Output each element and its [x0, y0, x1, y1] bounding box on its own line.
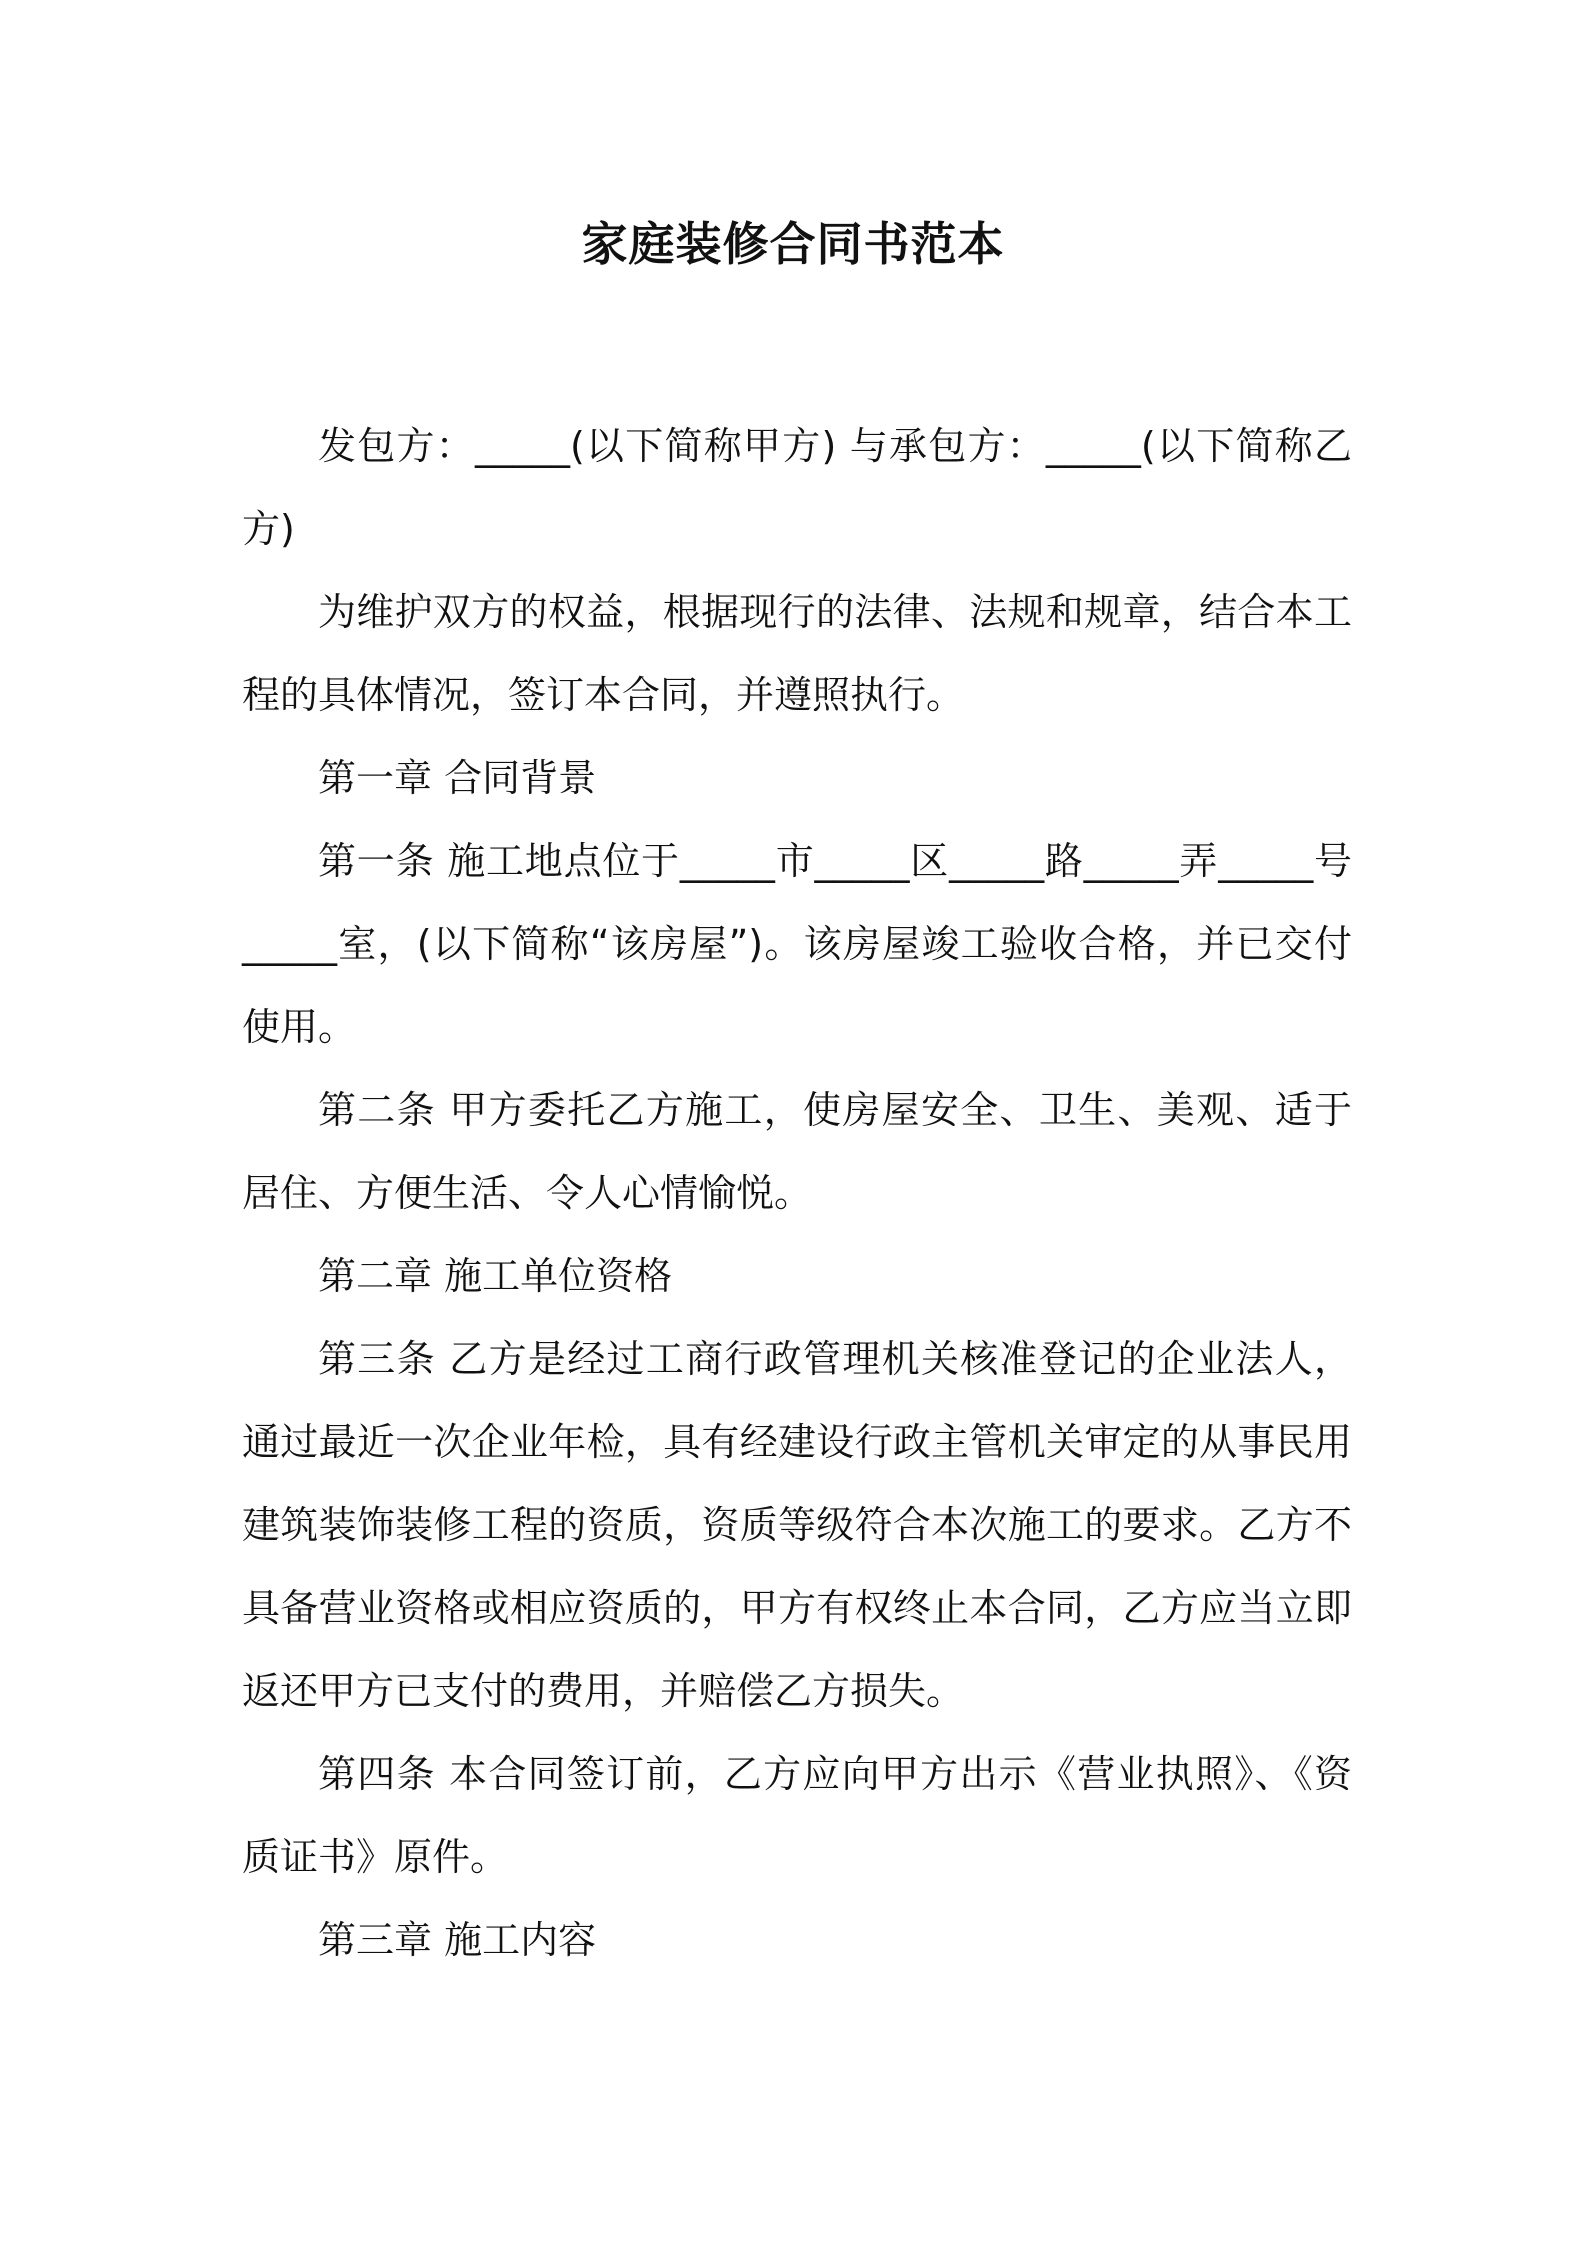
- article-4-paragraph: 第四条 本合同签订前，乙方应向甲方出示《营业执照》、《资质证书》原件。: [242, 1752, 1352, 1879]
- article-2-paragraph: 第二条 甲方委托乙方施工，使房屋安全、卫生、美观、适于居住、方便生活、令人心情愉悦。: [242, 1088, 1352, 1215]
- chapter-heading-2: 第二章 施工单位资格: [318, 1254, 673, 1298]
- document-body: [242, 405, 1352, 1982]
- chapter-heading-3: 第三章 施工内容: [318, 1918, 597, 1962]
- document-title: 家庭装修合同书范本: [581, 217, 1005, 271]
- article-3-paragraph: 第三条 乙方是经过工商行政管理机关核准登记的企业法人，通过最近一次企业年检，具有经建设行政主管机关审定的从事民用建筑装饰装修工程的资质，资质等级符合本次施工的要求。乙方不具备营业资格或相应资质的，甲方有权终止本合同，乙方应当立即返还甲方已支付的费用，并赔偿乙方损失。: [242, 1337, 1352, 1713]
- preamble-paragraph: 为维护双方的权益，根据现行的法律、法规和规章，结合本工程的具体情况，签订本合同，并遵照执行。: [242, 590, 1352, 717]
- parties-paragraph: 发包方：_____(以下简称甲方) 与承包方：_____(以下简称乙方): [242, 424, 1352, 551]
- article-1-paragraph: 第一条 施工地点位于_____市_____区_____路_____弄_____号_____室，(以下简称“该房屋”)。该房屋竣工验收合格，并已交付使用。: [242, 839, 1352, 1049]
- chapter-heading-1: 第一章 合同背景: [318, 756, 597, 800]
